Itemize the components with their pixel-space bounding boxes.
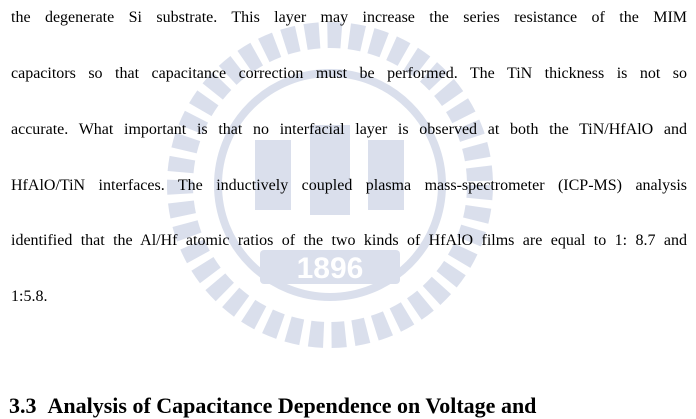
section-heading — [9, 393, 536, 419]
paragraph-line-1: the degenerate Si substrate. This layer may increase the series resistance of the MIM — [11, 9, 687, 26]
paragraph-line-6: 1:5.8. — [11, 288, 48, 305]
section-title: Analysis of Capacitance Dependence on Voltage and — [47, 393, 537, 418]
section-number: 3.3 — [9, 393, 37, 418]
paragraph-line-3: accurate. What important is that no interfacial layer is observed at both the TiN/HfAlO and — [11, 121, 687, 138]
paragraph-line-2: capacitors so that capacitance correction must be performed. The TiN thickness is not so — [11, 65, 687, 82]
watermark-year: 1896 — [296, 252, 364, 285]
paragraph-line-5: identified that the Al/Hf atomic ratios of the two kinds of HfAlO films are equal to 1: 8.7 and — [11, 232, 687, 249]
paragraph-line-4: HfAlO/TiN interfaces. The inductively coupled plasma mass-spectrometer (ICP-MS) analysis — [11, 177, 687, 194]
